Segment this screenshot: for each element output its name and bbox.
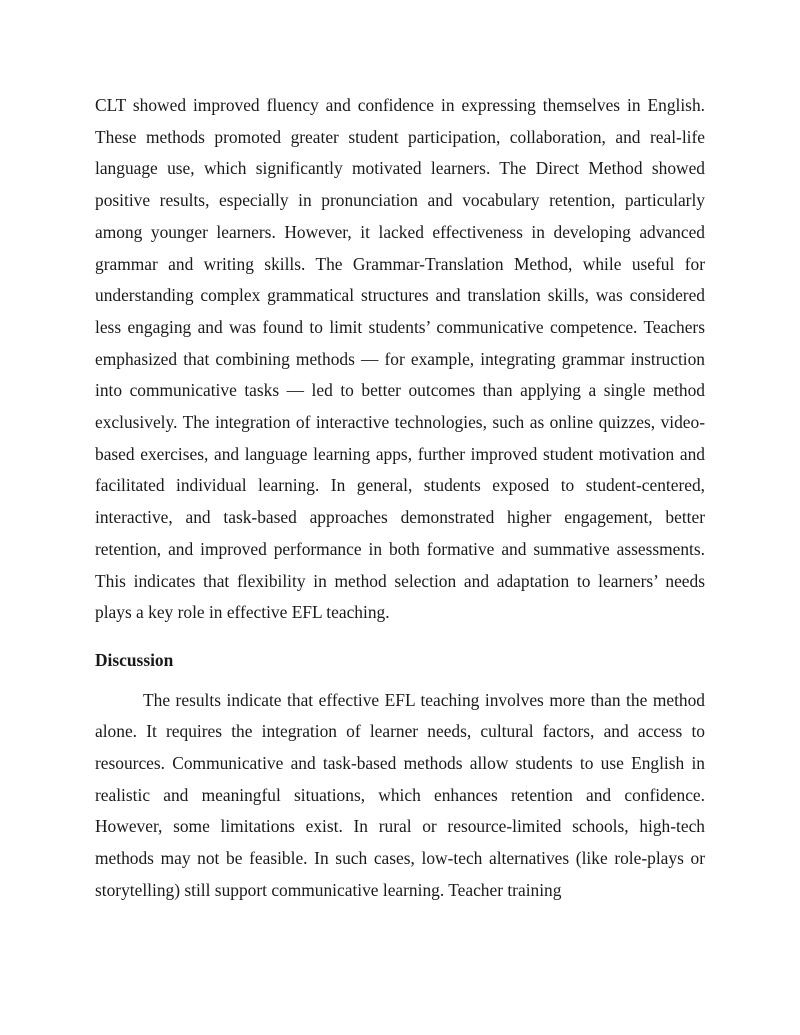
section-heading-discussion: Discussion	[95, 649, 174, 670]
discussion-paragraph: The results indicate that effective EFL teaching involves more than the method alone. It requires the integration of learner needs, cultural factors, and access to resources. Communicative and task-based methods allow students to use English in realistic and meaningful situations, which enhances retention and confidence. However, some limitations exist. In rural or resource-limited schools, high-tech methods may not be feasible. In such cases, low-tech alternatives (like role-plays or storytelling) still support communicative learning. Teacher training	[95, 689, 705, 900]
page-content	[95, 90, 705, 907]
results-paragraph: CLT showed improved fluency and confidence in expressing themselves in English. These methods promoted greater student participation, collaboration, and real-life language use, which significantly motivated learners. The Direct Method showed positive results, especially in pronunciation and vocabulary retention, particularly among younger learners. However, it lacked effectiveness in developing advanced grammar and writing skills. The Grammar-Translation Method, while useful for understanding complex grammatical structures and translation skills, was considered less engaging and was found to limit students’ communicative competence. Teachers emphasized that combining methods — for example, integrating grammar instruction into communicative tasks — led to better outcomes than applying a single method exclusively. The integration of interactive technologies, such as online quizzes, video-based exercises, and language learning apps, further improved student motivation and facilitated individual learning. In general, students exposed to student-centered, interactive, and task-based approaches demonstrated higher engagement, better retention, and improved performance in both formative and summative assessments. This indicates that flexibility in method selection and adaptation to learners’ needs plays a key role in effective EFL teaching.	[95, 95, 705, 623]
